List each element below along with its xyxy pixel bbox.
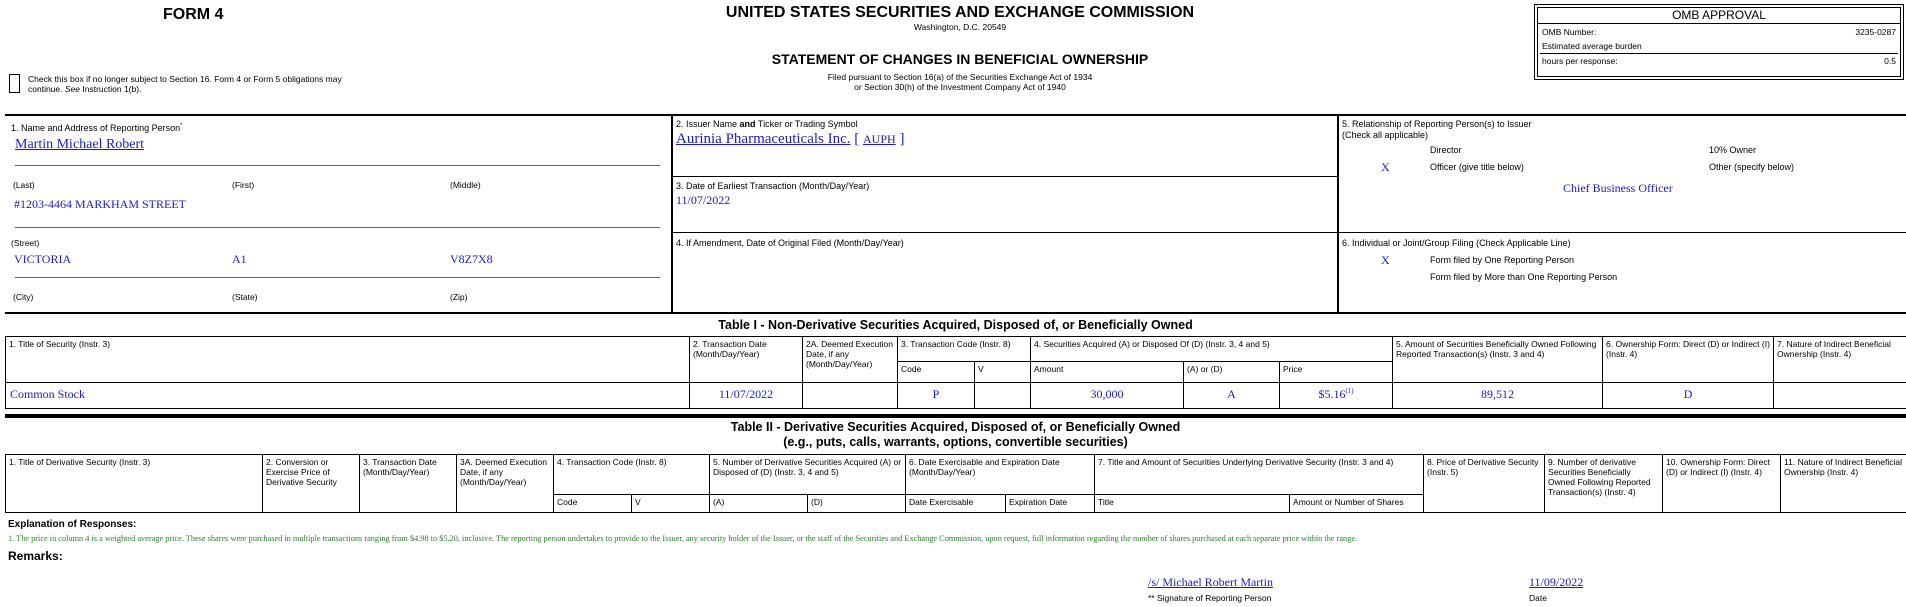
t1-row-aord: A: [1184, 383, 1280, 409]
t1-row-amount: 30,000: [1031, 383, 1184, 409]
city-value: VICTORIA: [14, 252, 72, 266]
t2-col-underlying: 7. Title and Amount of Securities Underlying Derivative Security (Instr. 3 and 4): [1095, 455, 1424, 495]
street-value: #1203-4464 MARKHAM STREET: [14, 197, 187, 211]
t1-row-code: P: [898, 383, 975, 409]
other-label: Other (specify below): [1709, 162, 1795, 172]
omb-hours-label: hours per response:: [1542, 56, 1618, 66]
t2-sub-d: (D): [808, 495, 906, 513]
t1-col-deemed: 2A. Deemed Execution Date, if any (Month/Day/Year): [803, 337, 898, 383]
t1-row-title: Common Stock: [6, 383, 690, 409]
box5-label-1: 5. Relationship of Reporting Person(s) to Issuer: [1342, 119, 1532, 129]
table2: [5, 454, 1906, 513]
omb-burden-label: Estimated average burden: [1542, 41, 1642, 51]
t1-sub-code: Code: [898, 362, 975, 383]
t1-row-date: 11/07/2022: [690, 383, 803, 409]
footnote-1: 1. The price in column 4 is a weighted average price. These shares were purchased in multiple transactions ranging from $4.98 to $5.20, inclusive. The reporting person undertakes to provide to the Issuer, any security holder of the Issuer, or the staff of the Securities and Exchange Commission, upon request, full information regarding the number of shares purchased at each separate price within the range.: [8, 534, 1358, 543]
officer-check[interactable]: X: [1381, 160, 1390, 174]
t1-sub-aord: (A) or (D): [1184, 362, 1280, 383]
statement-title: STATEMENT OF CHANGES IN BENEFICIAL OWNERSHIP: [771, 51, 1149, 67]
table1: [5, 336, 1906, 409]
box6-label: 6. Individual or Joint/Group Filing (Check Applicable Line): [1342, 238, 1571, 248]
ticker-link[interactable]: AUPH: [863, 132, 896, 146]
signature-label: ** Signature of Reporting Person: [1148, 593, 1272, 603]
section16-checkbox[interactable]: [9, 74, 20, 93]
t2-col-date: 3. Transaction Date (Month/Day/Year): [360, 455, 457, 513]
more-reporting-persons-label: Form filed by More than One Reporting Person: [1430, 272, 1618, 282]
t1-col-date: 2. Transaction Date (Month/Day/Year): [690, 337, 803, 383]
t2-sub-expiration: Expiration Date: [1006, 495, 1095, 513]
t1-sub-v: V: [975, 362, 1031, 383]
t2-col-title: 1. Title of Derivative Security (Instr. 3): [6, 455, 263, 513]
filed-line-2: or Section 30(h) of the Investment Company Act of 1940: [854, 82, 1066, 92]
issuer-name-link[interactable]: Aurinia Pharmaceuticals Inc.: [676, 131, 851, 147]
agency-title: UNITED STATES SECURITIES AND EXCHANGE COMMISSION: [725, 4, 1195, 21]
ten-percent-owner-label: 10% Owner: [1709, 145, 1757, 155]
t1-col-form: 6. Ownership Form: Direct (D) or Indirect (I) (Instr. 4): [1603, 337, 1774, 383]
t1-row-owned: 89,512: [1393, 383, 1603, 409]
t1-row-form: D: [1603, 383, 1774, 409]
box4-label: 4. If Amendment, Date of Original Filed (Month/Day/Year): [676, 238, 904, 248]
t2-col-exercisable: 6. Date Exercisable and Expiration Date (Month/Day/Year): [906, 455, 1095, 495]
box2-label: 2. Issuer Name and Ticker or Trading Symbol: [676, 119, 858, 129]
filed-line-1: Filed pursuant to Section 16(a) of the Securities Exchange Act of 1934: [827, 72, 1093, 82]
t1-sub-amount: Amount: [1031, 362, 1184, 383]
zip-label: (Zip): [450, 292, 468, 302]
earliest-transaction-date: 11/07/2022: [676, 193, 731, 207]
form-title: FORM 4: [163, 6, 224, 23]
omb-hours: 0.5: [1884, 56, 1896, 66]
t2-col-conversion: 2. Conversion or Exercise Price of Derivative Security: [263, 455, 360, 513]
t2-sub-exercisable: Date Exercisable: [906, 495, 1006, 513]
t2-col-number: 5. Number of Derivative Securities Acquired (A) or Disposed of (D) (Instr. 3, 4 and 5): [710, 455, 906, 495]
table-row: [6, 383, 1906, 409]
t1-sub-price: Price: [1280, 362, 1393, 383]
reporting-person-name[interactable]: Martin Michael Robert: [15, 137, 145, 152]
last-label: (Last): [13, 180, 35, 190]
box1-label: 1. Name and Address of Reporting Person*: [11, 123, 183, 133]
officer-title: Chief Business Officer: [1563, 181, 1673, 195]
state-label: (State): [232, 292, 258, 302]
table1-title: Table I - Non-Derivative Securities Acquired, Disposed of, or Beneficially Owned: [718, 318, 1193, 332]
table2-title: Table II - Derivative Securities Acquired, Disposed of, or Beneficially Owned (e.g., puts, calls, warrants, options, convertible securities): [730, 420, 1181, 449]
t2-col-deemed: 3A. Deemed Execution Date, if any (Month/Day/Year): [457, 455, 554, 513]
t2-col-code: 4. Transaction Code (Instr. 8): [554, 455, 710, 495]
one-reporting-person-label: Form filed by One Reporting Person: [1430, 255, 1575, 265]
omb-number-label: OMB Number:: [1542, 27, 1597, 37]
t2-sub-v: V: [632, 495, 710, 513]
price-footnote: (1): [1345, 387, 1354, 395]
box5-label-2: (Check all applicable): [1342, 130, 1429, 140]
officer-label: Officer (give title below): [1430, 162, 1524, 172]
t1-col-owned: 5. Amount of Securities Beneficially Owned Following Reported Transaction(s) (Instr. 3 and 4): [1393, 337, 1603, 383]
t2-sub-amount: Amount or Number of Shares: [1290, 495, 1424, 513]
omb-box: [1534, 4, 1904, 80]
t1-col-nature: 7. Nature of Indirect Beneficial Ownership (Instr. 4): [1774, 337, 1906, 383]
omb-title: OMB APPROVAL: [1538, 8, 1900, 24]
middle-label: (Middle): [450, 180, 481, 190]
remarks-label: Remarks:: [8, 549, 63, 563]
box3-label: 3. Date of Earliest Transaction (Month/Day/Year): [676, 181, 870, 191]
first-label: (First): [232, 180, 255, 190]
single-filer-check[interactable]: X: [1381, 253, 1390, 267]
city-label: (City): [13, 292, 34, 302]
t1-col-title: 1. Title of Security (Instr. 3): [6, 337, 690, 383]
state-value: A1: [232, 252, 247, 266]
t1-col-acquired: 4. Securities Acquired (A) or Disposed Of (D) (Instr. 3, 4 and 5): [1031, 337, 1393, 362]
t2-col-nature: 11. Nature of Indirect Beneficial Ownership (Instr. 4): [1781, 455, 1906, 513]
t2-sub-title: Title: [1095, 495, 1290, 513]
t2-sub-code: Code: [554, 495, 632, 513]
director-label: Director: [1430, 145, 1462, 155]
signature-link[interactable]: /s/ Michael Robert Martin: [1148, 575, 1273, 589]
t2-col-form: 10. Ownership Form: Direct (D) or Indirect (I) (Instr. 4): [1663, 455, 1781, 513]
zip-value: V8Z7X8: [450, 252, 493, 266]
issuer-line: Aurinia Pharmaceuticals Inc. [ AUPH ]: [676, 131, 905, 147]
t1-row-price: $5.16$^{(1)}$: [1280, 383, 1393, 409]
street-label: (Street): [11, 238, 40, 248]
agency-address: Washington, D.C. 20549: [913, 22, 1007, 32]
section16-text: Check this box if no longer subject to Section 16. Form 4 or Form 5 obligations may continue. See Instruction 1(b).: [28, 74, 342, 94]
t2-col-owned: 9. Number of derivative Securities Beneficially Owned Following Reported Transaction(s) (Instr. 4): [1545, 455, 1663, 513]
explanation-label: Explanation of Responses:: [8, 519, 137, 530]
omb-number: 3235-0287: [1855, 27, 1896, 37]
date-label: Date: [1529, 593, 1547, 603]
t2-sub-a: (A): [710, 495, 808, 513]
reporting-section: [5, 114, 1906, 314]
t2-col-price: 8. Price of Derivative Security (Instr. 5): [1424, 455, 1545, 513]
t1-col-code: 3. Transaction Code (Instr. 8): [898, 337, 1031, 362]
signature-date[interactable]: 11/09/2022: [1529, 575, 1584, 589]
